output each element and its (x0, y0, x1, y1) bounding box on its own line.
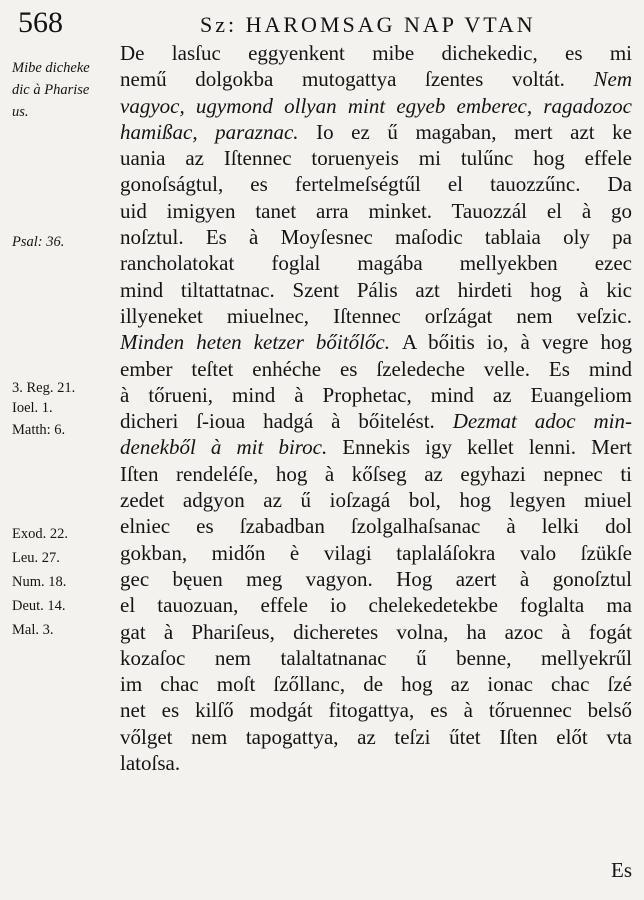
page-number: 568 (18, 6, 63, 39)
text-line (120, 671, 632, 697)
text-line (120, 645, 632, 671)
text-line (120, 619, 632, 645)
text-line (120, 329, 632, 355)
text-fragment: el tauozuan, effele io chelekedetekbe foglalta ma (120, 593, 632, 618)
margin-note: Mal. 3. (12, 622, 54, 638)
text-fragment: uania az Iſtennec toruenyeis mi tulűnc hog effele (120, 146, 632, 171)
text-fragment: vőlget nem tapogattya, az teſzi űtet Iſten előt vta (120, 724, 632, 749)
italic-quote: Dezmat adoc min- (452, 409, 632, 434)
text-line (120, 356, 632, 382)
margin-note: Leu. 27. (12, 550, 60, 566)
margin-note: Mibe dicheke (12, 60, 90, 76)
text-line (120, 303, 632, 329)
margin-note: dic à Pharise (12, 82, 90, 98)
text-line (120, 434, 632, 460)
text-line (120, 277, 632, 303)
text-fragment: dicheri ſ-ioua hadgá à bőitelést. (120, 409, 453, 434)
text-line (120, 697, 632, 723)
text-fragment: uid imigyen tanet arra minket. Tauozzál el à go (120, 198, 632, 223)
text-line (120, 540, 632, 566)
margin-note: 3. Reg. 21. (12, 380, 76, 396)
text-line (120, 145, 632, 171)
text-fragment: gonoſságtul, es fertelmeſségtűl el tauozzűnc. Da (120, 172, 632, 197)
text-fragment: im chac moſt ſzőllanc, de hog az ionac chac ſzé (120, 672, 632, 697)
margin-note: us. (12, 104, 29, 120)
text-fragment: gat à Phariſeus, dicheretes volna, ha azoc à fogát (120, 619, 632, 644)
margin-note: Deut. 14. (12, 598, 66, 614)
text-line (120, 250, 632, 276)
margin-note: Exod. 22. (12, 526, 68, 542)
text-line (120, 119, 632, 145)
text-fragment: net es kilſő modgát fitogattya, es à tőruennec belső (120, 698, 632, 723)
text-fragment: latoſsa. (120, 751, 181, 776)
italic-quote: Minden heten ketzer bőitőlőc. (120, 330, 403, 355)
text-line (120, 461, 632, 487)
text-line (120, 724, 632, 750)
italic-quote: hamißac, paraznac. (120, 119, 317, 144)
text-fragment: mind tiltattatnac. Szent Pális azt hirdeti hog à kic (120, 277, 632, 302)
margin-note: Ioel. 1. (12, 400, 53, 416)
text-fragment: illyeneket miuelnec, Iſtennec orſzágat nem veſzic. (120, 303, 632, 328)
text-line (120, 171, 632, 197)
text-line (120, 408, 632, 434)
text-line (120, 487, 632, 513)
text-fragment: nemű dolgokba mutogattya ſzentes voltát. (120, 67, 594, 92)
text-fragment: kozaſoc nem talaltatnanac ű benne, mellyekrűl (120, 645, 632, 670)
catchword: Es (611, 858, 632, 882)
margin-note: Num. 18. (12, 574, 67, 590)
text-line (120, 382, 632, 408)
text-line (120, 566, 632, 592)
text-line (120, 224, 632, 250)
body-text (120, 40, 632, 776)
running-head: Sz: HAROMSAG NAP VTAN (200, 12, 536, 37)
italic-quote: denekből à mit biroc. (120, 435, 343, 460)
text-fragment: ember teſtet enhéche es ſzeledeche velle. Es mind (120, 356, 632, 381)
text-fragment: Iſten rendeléſe, hog à kőſseg az egyhazi nepnec ti (120, 461, 632, 486)
text-line (120, 592, 632, 618)
text-line (120, 750, 632, 776)
text-fragment: De lasſuc eggyenkent mibe dichekedic, es mi (120, 41, 632, 65)
italic-quote: Nem (593, 67, 632, 92)
text-line (120, 93, 632, 119)
text-fragment: A bőitis io, à vegre hog (402, 330, 632, 355)
margin-note: Psal: 36. (12, 234, 65, 250)
text-fragment: Ennekis igy kellet lenni. Mert (342, 435, 632, 460)
text-line (120, 513, 632, 539)
text-line (120, 40, 632, 66)
text-line (120, 198, 632, 224)
text-fragment: gokban, midőn è vilagi taplaláſokra valo ſzükſe (120, 540, 632, 565)
text-fragment: rancholatokat foglal magába mellyekben ezec (120, 251, 632, 276)
text-fragment: à tőrueni, mind à Prophetac, mind az Euangeliom (120, 382, 632, 407)
text-fragment: Io ez ű magaban, mert azt ke (316, 119, 632, 144)
text-fragment: gec bęuen meg vagyon. Hog azert à gonoſztul (120, 566, 632, 591)
margin-note: Matth: 6. (12, 422, 66, 438)
italic-quote: vagyoc, ugymond ollyan mint egyeb emberec, ragadozoc (120, 93, 632, 118)
text-fragment: elniec es ſzabadban ſzolgalhaſsanac à lelki dol (120, 514, 632, 539)
text-line (120, 66, 632, 92)
text-fragment: zedet adgyon az ű ioſzagá bol, hog legyen miuel (120, 488, 632, 513)
text-fragment: noſztul. Es à Moyſesnec maſodic tablaia oly pa (120, 225, 632, 250)
